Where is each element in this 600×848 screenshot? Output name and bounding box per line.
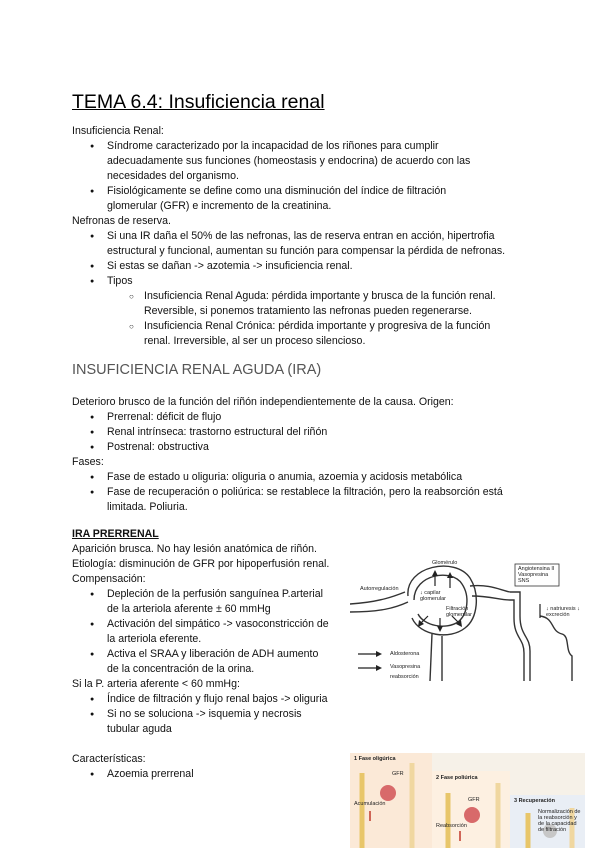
text-line: limitada. Poliuria.	[107, 501, 188, 513]
label-gfr2: GFR	[468, 797, 480, 803]
text-line: ● Si una IR daña el 50% de las nefronas, las de reserva entran en acción, hipertrofia	[107, 230, 495, 242]
label-panel1: 1 Fase oligúrica	[354, 756, 396, 762]
label-natriuresis: ↓ natriuresis ↓ excreción	[546, 606, 580, 618]
text-line: ○ Insuficiencia Renal Crónica: pérdida importante y progresiva de la función	[144, 320, 491, 332]
label-angiotensina: Angiotensina II Vasopresina SNS	[518, 566, 555, 584]
comp-bullet	[72, 587, 347, 617]
prerrenal-section	[72, 527, 347, 782]
text-line: necesidades del organismo.	[107, 170, 239, 182]
text-line: renal. Irreversible, al ser un proceso silencioso.	[144, 335, 366, 347]
prerrenal-line2: Etiología: disminución de GFR por hipoperfusión renal.	[72, 558, 330, 570]
label-gfr1: GFR	[392, 771, 404, 777]
text-line: ● Fase de recuperación o poliúrica: se restablece la filtración, pero la reabsorción está	[107, 486, 503, 498]
intro-bullet	[72, 184, 542, 214]
text-line: adecuadamente sus funciones (homeostasis y endocrina) de acuerdo con las	[107, 155, 471, 167]
tipos-subbullet	[72, 289, 542, 319]
label-reabsorcion2: Reabsorción	[436, 823, 467, 829]
fase-bullet	[72, 470, 542, 485]
compensacion-heading: Compensación:	[72, 573, 146, 585]
text-line: ● Síndrome caracterizado por la incapacidad de los riñones para cumplir	[107, 140, 439, 152]
text-line: ● Fisiológicamente se define como una disminución del índice de filtración	[107, 185, 447, 197]
text-line: de la arteriola aferente ± 60 mmHg	[107, 603, 271, 615]
caracteristicas-heading: Características:	[72, 753, 146, 765]
prerrenal-heading: IRA PRERRENAL	[72, 528, 159, 540]
text-line: ● Activación del simpático -> vasoconstricción de	[107, 618, 329, 630]
label-reabsorcion: reabsorción	[390, 674, 419, 680]
nephron-diagram	[350, 556, 580, 686]
comp-bullet	[72, 617, 347, 647]
text-line: ● Azoemia prerrenal	[107, 768, 194, 780]
label-panel2: 2 Fase poliúrica	[436, 775, 478, 781]
text-line: la arteriola eferente.	[107, 633, 202, 645]
tipos-subbullet	[72, 319, 542, 349]
intro-bullet	[72, 139, 542, 184]
label-acumulacion: Acumulación	[354, 801, 386, 807]
si-heading: Si la P. arteria aferente < 60 mmHg:	[72, 678, 240, 690]
text-line: ● Depleción de la perfusión sanguínea P.arterial	[107, 588, 323, 600]
prerrenal-line1: Aparición brusca. No hay lesión anatómica de riñón.	[72, 543, 317, 555]
text-line: ● Si estas se dañan -> azotemia -> insuficiencia renal.	[107, 260, 353, 272]
car-bullet	[72, 767, 347, 782]
phases-figure	[350, 753, 585, 848]
text-line: ○ Insuficiencia Renal Aguda: pérdida importante y brusca de la función renal.	[144, 290, 496, 302]
label-aldosterona: Aldosterona	[390, 651, 420, 657]
origen-bullet	[72, 410, 542, 425]
ira-section	[72, 395, 542, 515]
text-line: Reversible, si ponemos tratamiento las nefronas pueden regenerarse.	[144, 305, 473, 317]
text-line: tubular aguda	[107, 723, 172, 735]
si-bullet	[72, 707, 347, 737]
fase-bullet	[72, 485, 542, 515]
label-autorregulacion: Autorregulación	[360, 586, 399, 592]
text-line: ● Si no se soluciona -> isquemia y necrosis	[107, 708, 302, 720]
text-line: ● Prerrenal: déficit de flujo	[107, 411, 222, 423]
text-line: ● Postrenal: obstructiva	[107, 441, 209, 453]
fases-heading: Fases:	[72, 456, 104, 468]
nefronas-bullet	[72, 274, 542, 289]
ira-intro: Deterioro brusco de la función del riñón independientemente de la causa. Origen:	[72, 396, 454, 408]
text-line: de la concentración de la orina.	[107, 663, 255, 675]
text-line: ● Fase de estado u oliguria: oliguria o anumia, azoemia y acidosis metabólica	[107, 471, 463, 483]
text-line: ● Índice de filtración y flujo renal bajos -> oliguria	[107, 693, 328, 705]
page-title: TEMA 6.4: Insuficiencia renal	[72, 91, 325, 113]
label-panel3: 3 Recuperación	[514, 798, 555, 804]
text-line: glomerular (GFR) e incremento de la creatinina.	[107, 200, 332, 212]
si-bullet	[72, 692, 347, 707]
text-line: ● Activa el SRAA y liberación de ADH aumento	[107, 648, 319, 660]
label-vasopresina: Vasopresina	[390, 664, 421, 670]
nefronas-heading: Nefronas de reserva.	[72, 215, 171, 227]
label-presion: ↓ capilar glomerular	[420, 590, 446, 602]
section-title-ira: INSUFICIENCIA RENAL AGUDA (IRA)	[72, 362, 322, 378]
label-filtracion: Filtración glomerular	[446, 606, 472, 618]
text-line: estructural y funcional, aumentan su función para compensar la pérdida de nefronas.	[107, 245, 506, 257]
label-glomerulo: Glomérulo	[432, 560, 458, 566]
label-note: Normalización de la reabsorción y de la capacidad de filtración	[538, 809, 581, 833]
comp-bullet	[72, 647, 347, 677]
intro-section	[72, 124, 542, 349]
text-line: ● Tipos	[107, 275, 133, 287]
nefronas-bullet	[72, 229, 542, 259]
origen-bullet	[72, 425, 542, 440]
origen-bullet	[72, 440, 542, 455]
nefronas-bullet	[72, 259, 542, 274]
text-line: ● Renal intrínseca: trastorno estructural del riñón	[107, 426, 328, 438]
intro-heading: Insuficiencia Renal:	[72, 125, 164, 137]
